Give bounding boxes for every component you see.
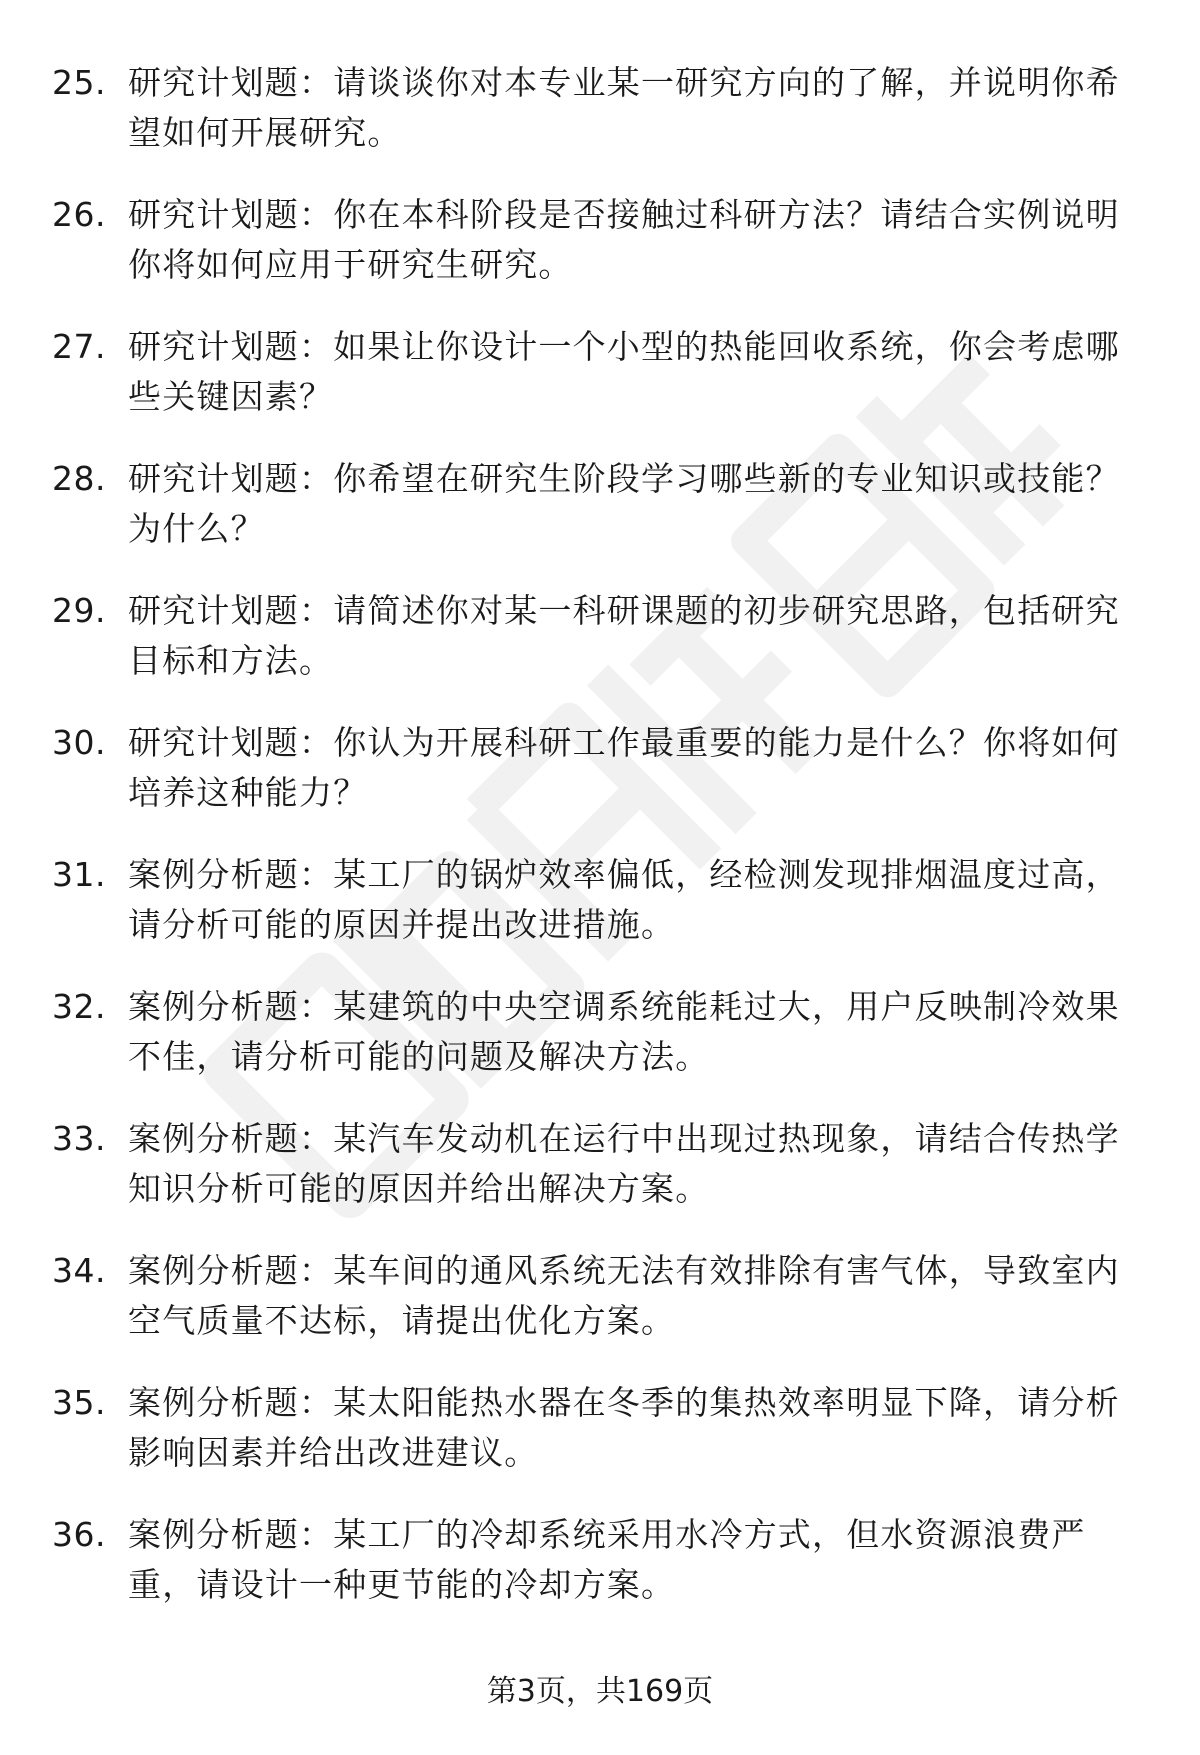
question-text: 案例分析题：某车间的通风系统无法有效排除有害气体，导致室内空气质量不达标，请提出优化方案。	[128, 1251, 1120, 1340]
page-footer: 第3页，共169页	[486, 1674, 714, 1709]
question-number: 32.	[52, 987, 106, 1026]
question-item	[0, 190, 1200, 322]
question-number: 30.	[52, 723, 106, 762]
question-number: 33.	[52, 1119, 106, 1158]
question-item	[0, 982, 1200, 1114]
question-item	[0, 454, 1200, 586]
question-number: 26.	[52, 195, 106, 234]
question-text: 研究计划题：请简述你对某一科研课题的初步研究思路，包括研究目标和方法。	[128, 591, 1120, 680]
question-text: 研究计划题：你在本科阶段是否接触过科研方法？请结合实例说明你将如何应用于研究生研究。	[128, 195, 1120, 284]
question-list	[0, 58, 1200, 1642]
question-number: 27.	[52, 327, 106, 366]
question-number: 35.	[52, 1383, 106, 1422]
question-text: 研究计划题：你认为开展科研工作最重要的能力是什么？你将如何培养这种能力？	[128, 723, 1120, 812]
question-item	[0, 1114, 1200, 1246]
question-item	[0, 322, 1200, 454]
question-text: 研究计划题：你希望在研究生阶段学习哪些新的专业知识或技能？为什么？	[128, 459, 1120, 548]
question-item	[0, 1510, 1200, 1642]
question-number: 28.	[52, 459, 106, 498]
question-item	[0, 1246, 1200, 1378]
question-number: 34.	[52, 1251, 106, 1290]
question-item	[0, 1378, 1200, 1510]
question-number: 25.	[52, 63, 106, 102]
question-number: 29.	[52, 591, 106, 630]
question-text: 案例分析题：某汽车发动机在运行中出现过热现象，请结合传热学知识分析可能的原因并给出解决方案。	[128, 1119, 1120, 1208]
question-item	[0, 850, 1200, 982]
question-number: 31.	[52, 855, 106, 894]
question-text: 案例分析题：某建筑的中央空调系统能耗过大，用户反映制冷效果不佳，请分析可能的问题及解决方法。	[128, 987, 1120, 1076]
question-text: 案例分析题：某工厂的冷却系统采用水冷方式，但水资源浪费严重，请设计一种更节能的冷却方案。	[128, 1515, 1086, 1604]
question-item	[0, 58, 1200, 190]
question-text: 研究计划题：如果让你设计一个小型的热能回收系统，你会考虑哪些关键因素？	[128, 327, 1120, 416]
question-text: 案例分析题：某工厂的锅炉效率偏低，经检测发现排烟温度过高，请分析可能的原因并提出改进措施。	[128, 855, 1120, 944]
question-item	[0, 718, 1200, 850]
question-text: 研究计划题：请谈谈你对本专业某一研究方向的了解，并说明你希望如何开展研究。	[128, 63, 1120, 152]
question-text: 案例分析题：某太阳能热水器在冬季的集热效率明显下降，请分析影响因素并给出改进建议。	[128, 1383, 1120, 1472]
question-number: 36.	[52, 1515, 106, 1554]
question-item	[0, 586, 1200, 718]
